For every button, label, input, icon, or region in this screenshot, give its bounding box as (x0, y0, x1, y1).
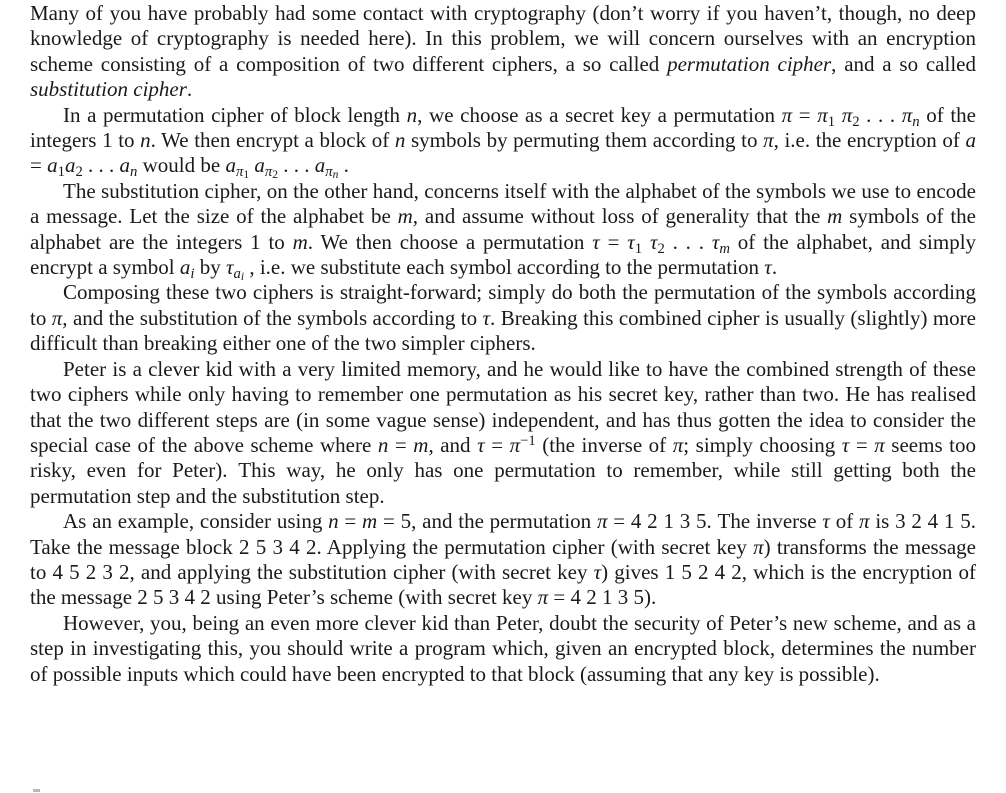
text-run: = (338, 509, 363, 534)
cutoff-next-heading-fragment (33, 789, 40, 792)
paragraph (30, 610, 982, 687)
math-run: n (394, 128, 406, 153)
text-run: = (849, 432, 875, 457)
math-run: n (406, 102, 418, 127)
text-run: . . . (277, 153, 315, 178)
text-run: Peter is a clever kid with a very limited memory, and he would like to have the combined strength of these two ciphers while only having to remember one permutation as his secret key, rather than two. He has realised that the two different steps are (in some vague sense) independent, and has thus gotten the idea to consider the special case of the above scheme where (30, 356, 982, 457)
paragraph (30, 509, 982, 611)
text-run: 2 (75, 164, 83, 181)
document-body (30, 1, 982, 687)
text-run: of the alphabet, and simply encrypt a symbol (30, 229, 982, 280)
math-run: π (901, 102, 913, 127)
text-run: The substitution cipher, on the other hand, concerns itself with the alphabet of the symbols we use to encode a message. Let the size of the alphabet be (30, 178, 982, 229)
math-run: τ (764, 255, 772, 280)
text-run: , i.e. the encryption of (773, 128, 966, 153)
math-run: a (47, 153, 58, 178)
math-run: m (719, 240, 730, 257)
text-run: . Breaking this combined cipher is usually (slightly) more difficult than breaking either one of the two simpler ciphers. (30, 305, 982, 356)
math-run: n (130, 164, 138, 181)
text-run: ; simply choosing (683, 432, 842, 457)
text-run: , we choose as a secret key a permutation (417, 102, 782, 127)
text-run: symbols of the alphabet are the integers 1 to (30, 204, 982, 254)
text-run: , and assume without loss of generality that the (412, 204, 828, 229)
text-run: would be (137, 153, 226, 178)
paragraph (30, 1, 982, 103)
text-run: = 4 2 1 3 5). (548, 585, 657, 610)
math-run: τ (711, 229, 720, 254)
math-run: m (827, 204, 843, 229)
text-run: 1 (243, 169, 250, 182)
math-run: a (119, 153, 131, 178)
math-run: π (596, 509, 608, 534)
text-run: . . . (859, 102, 902, 127)
math-run: π (537, 585, 549, 610)
text-run: . We then choose a permutation (307, 229, 593, 254)
math-run: π (841, 102, 853, 127)
math-run: τ (822, 509, 830, 534)
text-run: 1 (57, 164, 65, 181)
math-run: n (912, 113, 920, 130)
text-run: ) gives 1 5 2 4 2, which is the encryption of the message 2 5 3 4 2 using Peter’s scheme (with secret key (30, 559, 982, 610)
math-run: τ (477, 432, 485, 457)
math-run: τ (593, 559, 602, 584)
math-run: π (51, 305, 63, 330)
text-run: , and the substitution of the symbols according to (62, 305, 483, 330)
text-run: = 5, and the permutation (377, 509, 597, 534)
math-run: a (225, 153, 236, 178)
text-run: Composing these two ciphers is straight-forward; simply do both the permutation of the symbols according to (30, 280, 982, 330)
math-run: π (264, 164, 273, 181)
math-run: π (509, 432, 521, 457)
text-run (642, 230, 650, 254)
text-run: is 3 2 4 1 5. Take the message block 2 5 3 4 2. Applying the permutation cipher (with secret key (30, 509, 981, 559)
math-run: a (254, 153, 265, 178)
text-run: , and a so called (831, 51, 982, 76)
text-run: . (338, 153, 349, 178)
text-run: 1 (827, 113, 836, 130)
text-run: = (484, 432, 510, 457)
text-run: , and (428, 432, 478, 457)
text-run: = (599, 229, 628, 254)
math-run: permutation cipher (667, 51, 832, 76)
paragraph (30, 102, 982, 182)
text-run: However, you, being an even more clever kid than Peter, doubt the security of Peter’s new scheme, and as a step in investigating this, you should write a program which, given an encrypted block, determines the number of possible inputs which could have been encrypted to that block (assuming that any key is possible). (30, 610, 982, 686)
text-run: ) transforms the message to 4 5 2 3 2, and applying the substitution cipher (with secret key (30, 534, 982, 584)
math-run: m (292, 229, 308, 254)
math-run: τ (627, 229, 635, 254)
math-run: m (413, 432, 429, 457)
text-run: of the integers 1 to (30, 102, 982, 153)
math-run: n (332, 169, 339, 182)
math-run: π (672, 432, 684, 457)
text-run: . (771, 255, 778, 280)
math-run: i (190, 266, 195, 283)
text-run: by (194, 255, 226, 280)
text-run: . We then encrypt a block of (150, 128, 395, 153)
math-run: τ (225, 255, 234, 280)
math-run: π (781, 102, 793, 127)
math-run: a (179, 255, 191, 280)
math-run: τ (482, 305, 491, 330)
math-run: τ (592, 229, 600, 254)
text-run: −1 (520, 432, 536, 449)
math-run: i (240, 271, 245, 284)
math-run: m (362, 509, 378, 534)
text-run: = (30, 128, 982, 178)
text-run: In a permutation cipher of block length (63, 102, 407, 127)
text-run: 2 (272, 169, 278, 182)
math-run: a (233, 266, 241, 283)
paragraph (30, 178, 982, 284)
text-run: = (792, 102, 818, 127)
text-run: 1 (634, 240, 643, 257)
text-run: seems too risky, even for Peter). This way, he only has one permutation to remember, while still getting both the permutation step and the substitution step. (30, 432, 982, 508)
math-run: n (328, 509, 339, 534)
text-run: Many of you have probably had some contact with cryptography (don’t worry if you haven’t, though, no deep knowledge of cryptography is needed here). In this problem, we will concern ourselves with an encryption scheme consisting of a composition of two different ciphers, a so called (30, 1, 982, 76)
paragraph (30, 280, 982, 356)
text-run: of (829, 509, 860, 534)
text-run (835, 103, 842, 127)
math-run: π (763, 128, 774, 153)
math-run: τ (841, 432, 850, 457)
text-run: As an example, consider using (63, 509, 329, 534)
math-run: π (753, 534, 764, 559)
text-run: (the inverse of (535, 432, 673, 457)
text-run: 2 (852, 113, 860, 130)
math-run: π (874, 432, 885, 457)
math-run: a (314, 153, 326, 178)
math-run: π (235, 164, 244, 181)
text-run: , i.e. we substitute each symbol according to the permutation (244, 255, 765, 280)
math-run: τ (649, 229, 658, 254)
math-run: π (817, 102, 828, 127)
paragraph (30, 356, 982, 509)
text-run: 2 (657, 240, 665, 257)
math-run: substitution cipher (30, 77, 187, 102)
math-run: a (965, 128, 976, 153)
text-run: . (186, 77, 193, 102)
text-run: = 4 2 1 3 5. The inverse (607, 509, 823, 534)
text-run: . . . (82, 153, 120, 178)
text-run: . . . (664, 229, 712, 254)
text-run: = (388, 432, 414, 457)
math-run: a (64, 153, 76, 178)
text-run: symbols by permuting them according to (405, 128, 764, 153)
math-run: n (140, 128, 151, 153)
math-run: π (325, 164, 333, 181)
math-run: π (859, 509, 870, 534)
math-run: n (377, 432, 389, 457)
math-run: m (397, 204, 413, 229)
